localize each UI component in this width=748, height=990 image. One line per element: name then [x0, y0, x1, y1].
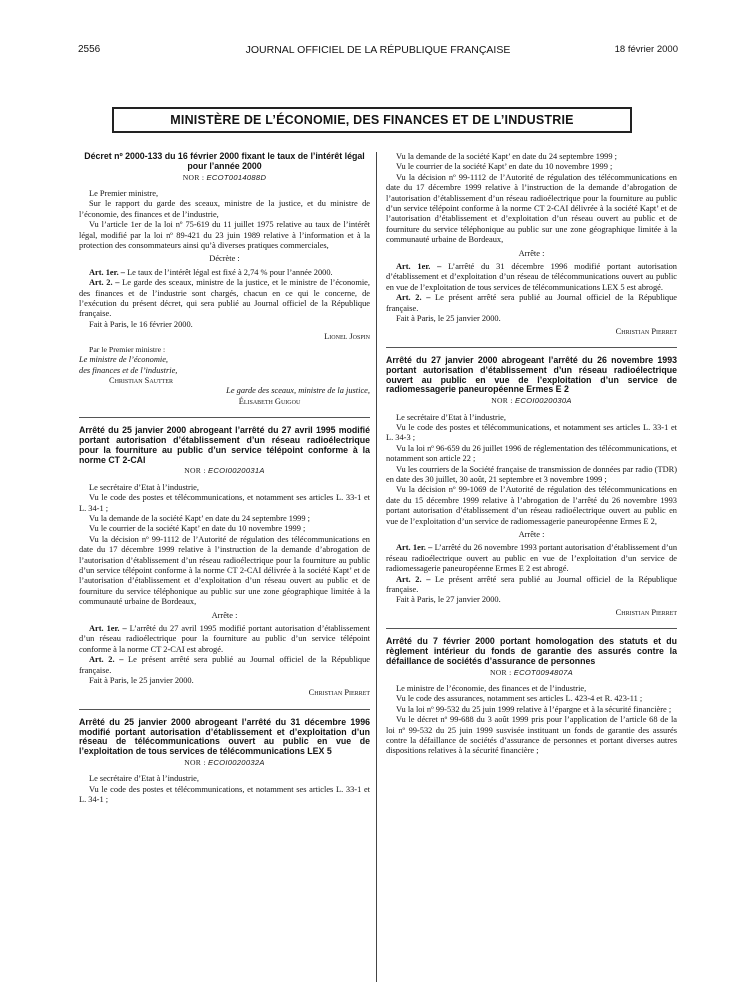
arrete2-p5: Vu la décision nº 99-1112 de l’Autorité de régulation des télécommunications en date du 17 décembre 1999 relative à l’instruction de la demande d’abrogation de l’autorisation d’établissement d’un réseau radioélectrique pour la fourniture au public d’un service télépoint conforme à la norme CT 2-CAI délivrée à la société Kapt’ et de l’autorisation d’établissement et d’exploitation d’un réseau ouvert au public et de fourniture du service téléphonique au public sur une zone géographique limitée à la communauté urbaine de Bordeaux,	[386, 172, 677, 245]
decret-p1: Le Premier ministre,	[89, 189, 159, 198]
arrete4-section	[386, 637, 677, 757]
decret-minister-1: Le ministre de l’économie,	[79, 355, 169, 365]
arrete1-p3: Vu la demande de la société Kapt’ en date du 24 septembre 1999 ;	[89, 513, 310, 523]
decret-nor: NOR : ECOT0014088D	[182, 172, 267, 182]
decret-par: Par le Premier ministre :	[89, 344, 166, 354]
decret-minister-2: des finances et de l’industrie,	[79, 365, 178, 375]
decret-section	[79, 152, 370, 407]
ministry-heading: MINISTÈRE DE L’ÉCONOMIE, DES FINANCES ET DE L’INDUSTRIE	[112, 107, 632, 133]
decret-signature-1: Lionel Jospin	[324, 332, 370, 342]
arrete2-p4: Vu le courrier de la société Kapt’ en date du 10 novembre 1999 ;	[396, 162, 613, 172]
arrete3-title: Arrêté du 27 janvier 2000 abrogeant l’arrêté du 26 novembre 1993 portant autorisation d’établissement d’un réseau radioélectrique ouvert au public en vue de l’exploitation d’un service de radiomessagerie paneuropéenne Ermes E 2	[386, 354, 677, 395]
arrete1-title: Arrêté du 25 janvier 2000 abrogeant l’arrêté du 27 avril 1995 modifié portant autorisation d’établissement d’un réseau radioélectrique pour la fourniture au public d’un service télépoint conforme à la norme CT 2-CAI	[79, 425, 370, 465]
arrete4-title: Arrêté du 7 février 2000 portant homologation des statuts et du règlement intérieur du fonds de garantie des assurés contre la défaillance de sociétés d’assurance de personnes	[386, 636, 677, 666]
arrete1-arrete: Arrête :	[211, 610, 238, 620]
section-divider	[386, 628, 677, 629]
arrete2-art2: Art. 2. – Le présent arrêté sera publié au Journal officiel de la République française.	[386, 293, 677, 313]
decret-fait: Fait à Paris, le 16 février 2000.	[89, 319, 193, 329]
arrete1-p2: Vu le code des postes et télécommunications, et notamment ses articles L. 33-1 et L. 34-1 ;	[79, 493, 370, 513]
left-column	[79, 152, 370, 987]
arrete2-art1: Art. 1er. – L’arrêté du 31 décembre 1996 modifié portant autorisation d’établissement et d’exploitation d’un réseau de télécommunications ouvert au public en vue de l’exploitation de tous services de télécommunications LEX 5 est abrogé.	[386, 262, 677, 292]
arrete4-p2: Vu le code des assurances, notamment ses articles L. 423-4 et R. 423-11 ;	[396, 694, 643, 704]
arrete1-nor: NOR : ECOI0020031A	[184, 466, 265, 476]
arrete3-nor: NOR : ECOI0020030A	[491, 396, 572, 406]
arrete2-p2: Vu le code des postes et télécommunications, et notamment ses articles L. 33-1 et L. 34-1 ;	[79, 784, 370, 805]
arrete3-p5: Vu la décision nº 99-1069 de l’Autorité de régulation des télécommunications en date du 15 décembre 1999 relative à l’abrogation de l’arrêté du 26 novembre 1993 portant autorisation d’établissement d’un réseau radioélectrique ouvert au public en vue de l’exploitation d’un service de radiomessagerie paneuropéenne Ermes E 2,	[386, 485, 677, 526]
decret-art2: Art. 2. – Le garde des sceaux, ministre de la justice, et le ministre de l’économie, des finances et de l’industrie sont chargés, chacun en ce qui le concerne, de l’exécution du présent décret, qui sera publié au Journal officiel de la République française.	[79, 278, 370, 319]
section-divider	[386, 347, 677, 348]
arrete2-title: Arrêté du 25 janvier 2000 abrogeant l’arrêté du 31 décembre 1996 modifié portant autorisation d’établissement et d’exploitation d’un réseau de télécommunications ouvert au public en vue de l’exploitation de tous services de télécommunications LEX 5	[79, 716, 370, 757]
arrete2-continued	[386, 152, 677, 337]
arrete1-p1: Le secrétaire d’Etat à l’industrie,	[89, 482, 199, 492]
decret-signature-3: Élisabeth Guigou	[238, 396, 301, 406]
arrete3-signature: Christian Pierret	[615, 607, 677, 617]
decret-p2: Sur le rapport du garde des sceaux, ministre de la justice, et du ministre de l’économie, des finances et de l’industrie,	[79, 199, 370, 219]
arrete2-fait: Fait à Paris, le 25 janvier 2000.	[396, 314, 501, 324]
arrete3-p3: Vu la loi nº 96-659 du 26 juillet 1996 de réglementation des télécommunications, et notamment son article 22 ;	[386, 443, 677, 464]
arrete1-art2: Art. 2. – Le présent arrêté sera publié au Journal officiel de la République française.	[79, 655, 370, 675]
arrete2-nor: NOR : ECOI0020032A	[184, 758, 265, 768]
arrete3-arrete: Arrête :	[518, 529, 545, 539]
arrete1-fait: Fait à Paris, le 25 janvier 2000.	[89, 676, 194, 686]
arrete4-nor: NOR : ECOT0094807A	[489, 667, 574, 677]
column-divider	[376, 152, 377, 982]
right-column	[386, 152, 677, 987]
section-divider	[79, 417, 370, 418]
arrete1-section	[79, 426, 370, 699]
issue-date: 18 février 2000	[614, 44, 678, 55]
arrete2-p1: Le secrétaire d’Etat à l’industrie,	[89, 774, 199, 784]
arrete4-p1: Le ministre de l’économie, des finances et de l’industrie,	[396, 684, 587, 694]
section-divider	[79, 709, 370, 710]
decret-decrete: Décrète :	[209, 254, 240, 264]
arrete2-p3: Vu la demande de la société Kapt’ en date du 24 septembre 1999 ;	[396, 152, 617, 161]
arrete1-p5: Vu la décision nº 99-1112 de l’Autorité de régulation des télécommunications en date du 17 décembre 1999 relative à l’instruction de la demande d’abrogation de l’autorisation d’établissement d’un réseau radioélectrique pour la fourniture au public d’un service télépoint conforme à la norme CT 2-CAI délivrée à la société Kapt’ et de l’autorisation d’établissement et d’exploitation d’un réseau ouvert au public et de fourniture du service téléphonique au public sur une zone géographique limitée à la communauté urbaine de Bordeaux,	[79, 534, 370, 607]
arrete1-signature: Christian Pierret	[308, 688, 370, 698]
arrete1-art1: Art. 1er. – L’arrêté du 27 avril 1995 modifié portant autorisation d’établissement d’un réseau radioélectrique pour la fourniture au public d’un service télépoint conforme à la norme CT 2-CAI est abrogé.	[79, 624, 370, 654]
page-header	[78, 44, 678, 58]
arrete2-arrete: Arrête :	[518, 248, 545, 258]
arrete3-art2: Art. 2. – Le présent arrêté sera publié au Journal officiel de la République française.	[386, 574, 677, 594]
arrete3-fait: Fait à Paris, le 27 janvier 2000.	[396, 595, 501, 605]
decret-garde: Le garde des sceaux, ministre de la justice,	[226, 386, 370, 396]
arrete3-section	[386, 356, 677, 618]
arrete4-p3: Vu la loi nº 99-532 du 25 juin 1999 relative à l’épargne et à la sécurité financière ;	[396, 704, 672, 714]
journal-title: JOURNAL OFFICIEL DE LA RÉPUBLIQUE FRANÇAISE	[245, 44, 511, 56]
decret-art1: Art. 1er. – Le taux de l’intérêt légal est fixé à 2,74 % pour l’année 2000.	[89, 267, 333, 277]
arrete3-p2: Vu le code des postes et télécommunications, et notamment ses articles L. 33-1 et L. 34-3 ;	[386, 422, 677, 443]
decret-signature-2: Christian Sautter	[109, 375, 173, 385]
arrete3-art1: Art. 1er. – L’arrêté du 26 novembre 1993 portant autorisation d’établissement d’un réseau radioélectrique ouvert au public en vue de l’exploitation d’un service de radiomessagerie paneuropéenne Ermes E 2 est abrogé.	[386, 543, 677, 574]
arrete4-p4: Vu le décret nº 99-688 du 3 août 1999 pris pour l’application de l’article 68 de la loi nº 99-532 du 25 juin 1999 susvisée instituant un fonds de garantie des assurés contre la défaillance de sociétés d’assurance de personnes et portant diverses autres dispositions relatives à la sécurité financière ;	[386, 715, 677, 756]
page-number: 2556	[78, 44, 101, 55]
arrete1-p4: Vu le courrier de la société Kapt’ en date du 10 novembre 1999 ;	[89, 524, 306, 534]
arrete3-p1: Le secrétaire d’Etat à l’industrie,	[396, 412, 506, 422]
arrete2-signature: Christian Pierret	[615, 326, 677, 336]
decret-title: Décret nº 2000-133 du 16 février 2000 fixant le taux de l’intérêt légal pour l’année 2000	[84, 152, 365, 171]
decret-p3: Vu l’article 1er de la loi nº 75-619 du 11 juillet 1975 relative au taux de l’intérêt légal, modifié par la loi nº 89-421 du 23 juin 1989 relative à l’information et à la protection des consommateurs ainsi qu’à diverses pratiques commerciales,	[79, 220, 370, 251]
arrete3-p4: Vu les courriers de la Société française de transmission de données par radio (TDR) en date des 30 juillet, 30 août, 21 septembre et 3 novembre 1999 ;	[386, 464, 677, 484]
arrete2-section	[79, 718, 370, 806]
